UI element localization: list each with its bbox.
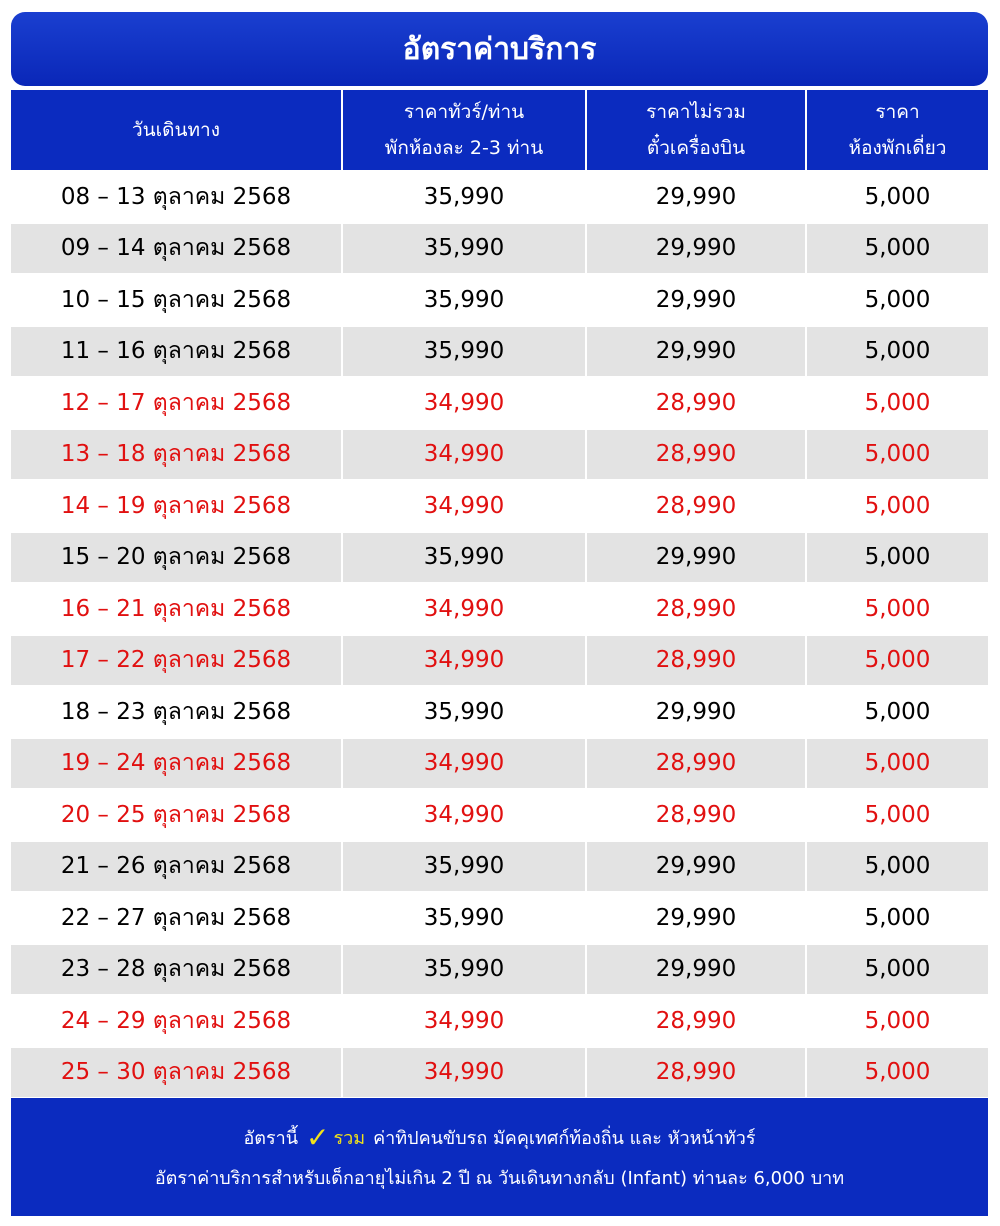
single-room-price-cell: 5,000 <box>805 893 988 943</box>
table-row <box>11 636 988 686</box>
single-room-price-cell: 5,000 <box>805 945 988 995</box>
price-table-body <box>11 172 988 1099</box>
tour-price-cell: 34,990 <box>341 430 585 480</box>
no-flight-price-cell: 29,990 <box>585 327 805 377</box>
date-cell: 10 – 15 ตุลาคม 2568 <box>60 286 292 313</box>
tour-price-cell: 34,990 <box>341 790 585 840</box>
single-room-price-cell: 5,000 <box>805 842 988 892</box>
table-row <box>11 533 988 583</box>
no-flight-price-cell: 28,990 <box>585 790 805 840</box>
table-header <box>11 90 988 170</box>
date-cell: 08 – 13 ตุลาคม 2568 <box>60 183 292 210</box>
no-flight-price-cell: 29,990 <box>585 533 805 583</box>
table-row <box>11 172 988 222</box>
header-price-no-flight: ราคาไม่รวม ตั๋วเครื่องบิน <box>585 90 805 170</box>
single-room-price-cell: 5,000 <box>805 327 988 377</box>
tour-price-cell: 35,990 <box>341 172 585 222</box>
date-cell: 22 – 27 ตุลาคม 2568 <box>60 904 292 931</box>
tour-price-cell: 35,990 <box>341 945 585 995</box>
table-row <box>11 430 988 480</box>
single-room-price-cell: 5,000 <box>805 172 988 222</box>
tour-price-cell: 35,990 <box>341 893 585 943</box>
date-cell: 13 – 18 ตุลาคม 2568 <box>60 441 292 468</box>
single-room-price-cell: 5,000 <box>805 430 988 480</box>
table-row <box>11 945 988 995</box>
date-cell: 17 – 22 ตุลาคม 2568 <box>60 647 292 674</box>
tour-price-cell: 34,990 <box>341 996 585 1046</box>
table-row <box>11 224 988 274</box>
no-flight-price-cell: 28,990 <box>585 481 805 531</box>
date-cell: 19 – 24 ตุลาคม 2568 <box>60 750 292 777</box>
page-title <box>11 12 988 86</box>
date-cell: 12 – 17 ตุลาคม 2568 <box>60 389 292 416</box>
single-room-price-cell: 5,000 <box>805 224 988 274</box>
date-cell: 20 – 25 ตุลาคม 2568 <box>60 801 292 828</box>
header-single-room: ราคา ห้องพักเดี่ยว <box>805 90 988 170</box>
tour-price-cell: 35,990 <box>341 687 585 737</box>
single-room-price-cell: 5,000 <box>805 275 988 325</box>
no-flight-price-cell: 28,990 <box>585 996 805 1046</box>
tour-price-cell: 34,990 <box>341 378 585 428</box>
date-cell: 14 – 19 ตุลาคม 2568 <box>60 492 292 519</box>
tour-price-cell: 35,990 <box>341 224 585 274</box>
tour-price-cell: 34,990 <box>341 739 585 789</box>
date-cell: 15 – 20 ตุลาคม 2568 <box>60 544 292 571</box>
date-cell: 09 – 14 ตุลาคม 2568 <box>60 235 292 262</box>
date-cell: 18 – 23 ตุลาคม 2568 <box>60 698 292 725</box>
no-flight-price-cell: 29,990 <box>585 275 805 325</box>
no-flight-price-cell: 28,990 <box>585 378 805 428</box>
table-row <box>11 584 988 634</box>
table-row <box>11 378 988 428</box>
date-cell: 23 – 28 ตุลาคม 2568 <box>60 956 292 983</box>
single-room-price-cell: 5,000 <box>805 481 988 531</box>
single-room-price-cell: 5,000 <box>805 584 988 634</box>
table-row <box>11 327 988 377</box>
table-row <box>11 687 988 737</box>
table-row <box>11 842 988 892</box>
tour-price-cell: 35,990 <box>341 327 585 377</box>
included-label: รวม <box>333 1127 366 1149</box>
footer-infant-note: อัตราค่าบริการสำหรับเด็กอายุไม่เกิน 2 ปี ณ วันเดินทางกลับ (Infant) ท่านละ 6,000 บาท <box>154 1167 845 1189</box>
header-travel-date: วันเดินทาง <box>132 119 220 141</box>
tour-price-cell: 35,990 <box>341 275 585 325</box>
no-flight-price-cell: 28,990 <box>585 1048 805 1098</box>
single-room-price-cell: 5,000 <box>805 790 988 840</box>
single-room-price-cell: 5,000 <box>805 533 988 583</box>
single-room-price-cell: 5,000 <box>805 739 988 789</box>
page-title-text: อัตราค่าบริการ <box>402 31 597 67</box>
tour-price-cell: 34,990 <box>341 481 585 531</box>
table-row <box>11 481 988 531</box>
no-flight-price-cell: 29,990 <box>585 893 805 943</box>
single-room-price-cell: 5,000 <box>805 636 988 686</box>
single-room-price-cell: 5,000 <box>805 1048 988 1098</box>
no-flight-price-cell: 29,990 <box>585 842 805 892</box>
no-flight-price-cell: 28,990 <box>585 430 805 480</box>
tour-price-cell: 35,990 <box>341 533 585 583</box>
no-flight-price-cell: 28,990 <box>585 739 805 789</box>
tour-price-cell: 34,990 <box>341 584 585 634</box>
table-row <box>11 893 988 943</box>
no-flight-price-cell: 29,990 <box>585 687 805 737</box>
date-cell: 11 – 16 ตุลาคม 2568 <box>60 338 292 365</box>
table-row <box>11 275 988 325</box>
table-row <box>11 1048 988 1098</box>
tour-price-cell: 35,990 <box>341 842 585 892</box>
no-flight-price-cell: 29,990 <box>585 945 805 995</box>
footer-notes <box>11 1098 988 1216</box>
date-cell: 25 – 30 ตุลาคม 2568 <box>60 1059 292 1086</box>
check-icon: ✓ <box>306 1120 330 1154</box>
date-cell: 24 – 29 ตุลาคม 2568 <box>60 1007 292 1034</box>
table-row <box>11 739 988 789</box>
footer-included-note: อัตรานี้ ✓ รวม ค่าทิปคนขับรถ มัคคุเทศก์ท้องถิ่น และ หัวหน้าทัวร์ <box>243 1120 756 1154</box>
table-row <box>11 790 988 840</box>
single-room-price-cell: 5,000 <box>805 378 988 428</box>
header-tour-price: ราคาทัวร์/ท่าน พักห้องละ 2-3 ท่าน <box>341 90 585 170</box>
date-cell: 16 – 21 ตุลาคม 2568 <box>60 595 292 622</box>
table-row <box>11 996 988 1046</box>
no-flight-price-cell: 29,990 <box>585 172 805 222</box>
no-flight-price-cell: 28,990 <box>585 584 805 634</box>
single-room-price-cell: 5,000 <box>805 996 988 1046</box>
tour-price-cell: 34,990 <box>341 636 585 686</box>
single-room-price-cell: 5,000 <box>805 687 988 737</box>
no-flight-price-cell: 28,990 <box>585 636 805 686</box>
date-cell: 21 – 26 ตุลาคม 2568 <box>60 853 292 880</box>
no-flight-price-cell: 29,990 <box>585 224 805 274</box>
tour-price-cell: 34,990 <box>341 1048 585 1098</box>
